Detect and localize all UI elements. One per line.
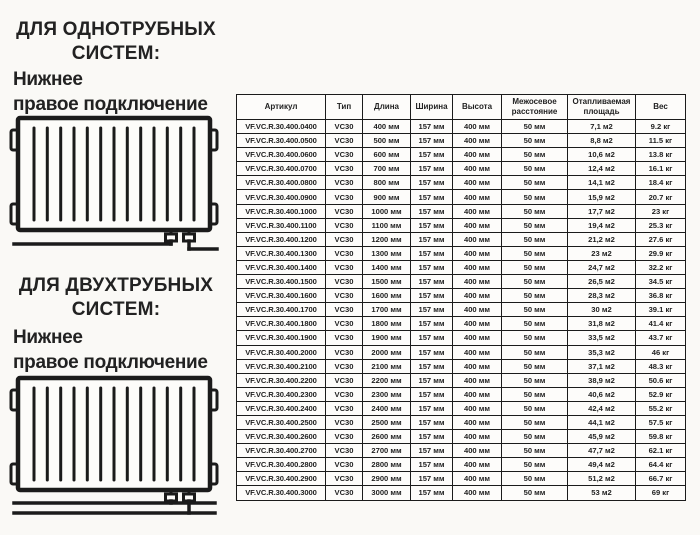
table-cell: VF.VC.R.30.400.2000	[237, 345, 326, 359]
table-cell: 46 кг	[636, 345, 686, 359]
table-cell: 50 мм	[502, 232, 568, 246]
table-cell: 157 мм	[411, 148, 453, 162]
table-cell: 24,7 м2	[568, 260, 636, 274]
table-cell: 400 мм	[453, 444, 502, 458]
table-cell: 157 мм	[411, 373, 453, 387]
column-header: Тип	[326, 95, 363, 120]
table-cell: VF.VC.R.30.400.1900	[237, 331, 326, 345]
table-cell: 23 кг	[636, 204, 686, 218]
table-cell: 19,4 м2	[568, 218, 636, 232]
connection-label-line: Нижнее	[13, 327, 83, 348]
table-cell: VF.VC.R.30.400.2900	[237, 472, 326, 486]
table-cell: 64.4 кг	[636, 458, 686, 472]
table-cell: 11.5 кг	[636, 134, 686, 148]
table-cell: 66.7 кг	[636, 472, 686, 486]
table-cell: 157 мм	[411, 176, 453, 190]
table-cell: 50 мм	[502, 260, 568, 274]
table-cell: 51,2 м2	[568, 472, 636, 486]
table-cell: VC30	[326, 176, 363, 190]
table-cell: 1500 мм	[363, 275, 411, 289]
table-cell: 1200 мм	[363, 232, 411, 246]
column-header: Межосевое расстояние	[502, 95, 568, 120]
table-cell: VF.VC.R.30.400.2600	[237, 430, 326, 444]
table-cell: 2300 мм	[363, 387, 411, 401]
table-row	[237, 204, 686, 218]
table-cell: 43.7 кг	[636, 331, 686, 345]
table-row	[237, 444, 686, 458]
radiator-two-pipe-diagram-icon	[8, 372, 222, 520]
table-cell: VF.VC.R.30.400.1300	[237, 246, 326, 260]
table-cell: 400 мм	[453, 303, 502, 317]
column-header: Отапливаемая площадь	[568, 95, 636, 120]
table-row	[237, 176, 686, 190]
table-header-row	[237, 95, 686, 120]
table-cell: VC30	[326, 373, 363, 387]
spec-table-header	[237, 95, 686, 120]
table-cell: 400 мм	[453, 190, 502, 204]
table-row	[237, 162, 686, 176]
table-cell: 2000 мм	[363, 345, 411, 359]
table-cell: 400 мм	[453, 246, 502, 260]
table-cell: VC30	[326, 218, 363, 232]
table-cell: 13.8 кг	[636, 148, 686, 162]
table-row	[237, 359, 686, 373]
table-cell: 2700 мм	[363, 444, 411, 458]
table-cell: 10,6 м2	[568, 148, 636, 162]
single-pipe-connection-label	[13, 67, 225, 117]
column-header: Вес	[636, 95, 686, 120]
table-cell: 50 мм	[502, 317, 568, 331]
table-cell: 50 мм	[502, 331, 568, 345]
table-cell: 45,9 м2	[568, 430, 636, 444]
table-cell: 50 мм	[502, 387, 568, 401]
table-row	[237, 430, 686, 444]
table-cell: 44,1 м2	[568, 415, 636, 429]
table-cell: 400 мм	[453, 401, 502, 415]
table-row	[237, 246, 686, 260]
table-cell: VF.VC.R.30.400.0800	[237, 176, 326, 190]
single-pipe-section-title	[10, 18, 222, 66]
table-cell: 157 мм	[411, 486, 453, 500]
table-row	[237, 289, 686, 303]
table-cell: 157 мм	[411, 120, 453, 134]
table-cell: 157 мм	[411, 444, 453, 458]
table-cell: 2400 мм	[363, 401, 411, 415]
table-cell: 50 мм	[502, 458, 568, 472]
table-cell: 800 мм	[363, 176, 411, 190]
table-cell: 400 мм	[363, 120, 411, 134]
table-cell: 157 мм	[411, 162, 453, 176]
table-cell: 50 мм	[502, 303, 568, 317]
table-cell: 157 мм	[411, 331, 453, 345]
table-cell: 1900 мм	[363, 331, 411, 345]
table-row	[237, 331, 686, 345]
table-cell: 21,2 м2	[568, 232, 636, 246]
table-cell: VF.VC.R.30.400.2700	[237, 444, 326, 458]
table-cell: 400 мм	[453, 486, 502, 500]
table-cell: VF.VC.R.30.400.0600	[237, 148, 326, 162]
table-cell: 400 мм	[453, 162, 502, 176]
table-cell: 50.6 кг	[636, 373, 686, 387]
column-header: Высота	[453, 95, 502, 120]
table-cell: VF.VC.R.30.400.2300	[237, 387, 326, 401]
table-cell: 50 мм	[502, 218, 568, 232]
table-cell: VC30	[326, 444, 363, 458]
table-cell: 50 мм	[502, 176, 568, 190]
table-cell: 400 мм	[453, 134, 502, 148]
table-cell: 1700 мм	[363, 303, 411, 317]
section-title-line: СИСТЕМ:	[71, 43, 161, 64]
spec-table	[236, 94, 686, 501]
table-cell: 42,4 м2	[568, 401, 636, 415]
table-row	[237, 317, 686, 331]
table-cell: 36.8 кг	[636, 289, 686, 303]
table-cell: 50 мм	[502, 289, 568, 303]
table-cell: 50 мм	[502, 275, 568, 289]
table-cell: 62.1 кг	[636, 444, 686, 458]
table-cell: VF.VC.R.30.400.1600	[237, 289, 326, 303]
table-cell: 35,3 м2	[568, 345, 636, 359]
table-cell: 3000 мм	[363, 486, 411, 500]
table-cell: 7,1 м2	[568, 120, 636, 134]
table-row	[237, 260, 686, 274]
table-row	[237, 218, 686, 232]
table-cell: 14,1 м2	[568, 176, 636, 190]
table-cell: 400 мм	[453, 148, 502, 162]
table-cell: VC30	[326, 162, 363, 176]
table-cell: 157 мм	[411, 275, 453, 289]
section-title-line: СИСТЕМ:	[71, 299, 161, 320]
table-cell: 12,4 м2	[568, 162, 636, 176]
table-cell: 400 мм	[453, 373, 502, 387]
table-cell: 157 мм	[411, 317, 453, 331]
table-cell: 157 мм	[411, 401, 453, 415]
table-cell: VF.VC.R.30.400.1800	[237, 317, 326, 331]
table-cell: 41.4 кг	[636, 317, 686, 331]
table-cell: 400 мм	[453, 458, 502, 472]
table-row	[237, 120, 686, 134]
spec-table-body	[237, 120, 686, 501]
table-cell: 157 мм	[411, 218, 453, 232]
table-cell: 50 мм	[502, 373, 568, 387]
table-cell: VC30	[326, 472, 363, 486]
table-cell: 600 мм	[363, 148, 411, 162]
table-cell: 34.5 кг	[636, 275, 686, 289]
table-cell: 157 мм	[411, 387, 453, 401]
table-cell: 50 мм	[502, 134, 568, 148]
connection-label-line: правое подключение	[13, 94, 208, 115]
table-cell: 400 мм	[453, 289, 502, 303]
table-cell: 2200 мм	[363, 373, 411, 387]
table-row	[237, 232, 686, 246]
table-cell: 400 мм	[453, 415, 502, 429]
table-cell: 400 мм	[453, 387, 502, 401]
table-cell: 1400 мм	[363, 260, 411, 274]
table-cell: VC30	[326, 387, 363, 401]
table-cell: 157 мм	[411, 472, 453, 486]
table-cell: VC30	[326, 246, 363, 260]
table-cell: 33,5 м2	[568, 331, 636, 345]
table-cell: 400 мм	[453, 345, 502, 359]
table-row	[237, 275, 686, 289]
table-cell: 400 мм	[453, 275, 502, 289]
table-cell: VC30	[326, 331, 363, 345]
table-cell: 400 мм	[453, 120, 502, 134]
table-cell: 16.1 кг	[636, 162, 686, 176]
table-cell: 50 мм	[502, 204, 568, 218]
table-cell: VF.VC.R.30.400.1700	[237, 303, 326, 317]
table-cell: 17,7 м2	[568, 204, 636, 218]
table-cell: VF.VC.R.30.400.0900	[237, 190, 326, 204]
table-cell: VF.VC.R.30.400.2200	[237, 373, 326, 387]
table-row	[237, 148, 686, 162]
table-cell: 20.7 кг	[636, 190, 686, 204]
table-cell: VC30	[326, 120, 363, 134]
table-cell: 52.9 кг	[636, 387, 686, 401]
table-cell: 25.3 кг	[636, 218, 686, 232]
table-cell: 30 м2	[568, 303, 636, 317]
table-cell: 49,4 м2	[568, 458, 636, 472]
table-cell: 50 мм	[502, 345, 568, 359]
radiator-single-pipe-diagram-icon	[8, 112, 222, 260]
table-cell: 23 м2	[568, 246, 636, 260]
table-cell: VF.VC.R.30.400.1500	[237, 275, 326, 289]
table-cell: VC30	[326, 190, 363, 204]
table-cell: 31,8 м2	[568, 317, 636, 331]
table-cell: 400 мм	[453, 260, 502, 274]
table-cell: 1800 мм	[363, 317, 411, 331]
connection-label-line: правое подключение	[13, 352, 208, 373]
table-cell: 157 мм	[411, 430, 453, 444]
table-cell: 50 мм	[502, 162, 568, 176]
table-cell: 18.4 кг	[636, 176, 686, 190]
table-cell: 47,7 м2	[568, 444, 636, 458]
table-cell: VC30	[326, 458, 363, 472]
table-cell: VC30	[326, 232, 363, 246]
table-cell: VC30	[326, 401, 363, 415]
table-cell: 157 мм	[411, 359, 453, 373]
table-cell: 40,6 м2	[568, 387, 636, 401]
table-row	[237, 303, 686, 317]
table-cell: VC30	[326, 345, 363, 359]
table-cell: 157 мм	[411, 289, 453, 303]
table-cell: VC30	[326, 148, 363, 162]
table-cell: 28,3 м2	[568, 289, 636, 303]
table-cell: 39.1 кг	[636, 303, 686, 317]
table-cell: 59.8 кг	[636, 430, 686, 444]
table-cell: 157 мм	[411, 232, 453, 246]
table-cell: VC30	[326, 260, 363, 274]
table-cell: 50 мм	[502, 359, 568, 373]
table-cell: 38,9 м2	[568, 373, 636, 387]
table-cell: 157 мм	[411, 190, 453, 204]
table-cell: VC30	[326, 303, 363, 317]
table-cell: 157 мм	[411, 458, 453, 472]
table-cell: 37,1 м2	[568, 359, 636, 373]
table-cell: 1600 мм	[363, 289, 411, 303]
table-cell: 32.2 кг	[636, 260, 686, 274]
table-cell: 900 мм	[363, 190, 411, 204]
table-cell: 400 мм	[453, 430, 502, 444]
table-row	[237, 458, 686, 472]
table-cell: 157 мм	[411, 415, 453, 429]
table-cell: 157 мм	[411, 204, 453, 218]
table-cell: VF.VC.R.30.400.0500	[237, 134, 326, 148]
table-cell: 1300 мм	[363, 246, 411, 260]
table-cell: VF.VC.R.30.400.1200	[237, 232, 326, 246]
table-cell: 2500 мм	[363, 415, 411, 429]
table-row	[237, 190, 686, 204]
table-cell: VF.VC.R.30.400.2100	[237, 359, 326, 373]
table-cell: 2600 мм	[363, 430, 411, 444]
table-cell: 157 мм	[411, 345, 453, 359]
table-cell: 50 мм	[502, 246, 568, 260]
table-cell: VC30	[326, 486, 363, 500]
section-title-line: ДЛЯ ДВУХТРУБНЫХ	[18, 275, 214, 296]
table-cell: 2900 мм	[363, 472, 411, 486]
column-header: Артикул	[237, 95, 326, 120]
table-cell: VF.VC.R.30.400.0700	[237, 162, 326, 176]
table-cell: 50 мм	[502, 190, 568, 204]
table-cell: 400 мм	[453, 472, 502, 486]
table-cell: 2100 мм	[363, 359, 411, 373]
two-pipe-connection-label	[13, 325, 225, 375]
table-cell: 157 мм	[411, 134, 453, 148]
table-cell: 69 кг	[636, 486, 686, 500]
column-header: Длина	[363, 95, 411, 120]
table-cell: VC30	[326, 289, 363, 303]
table-row	[237, 134, 686, 148]
table-cell: 50 мм	[502, 444, 568, 458]
table-cell: 53 м2	[568, 486, 636, 500]
table-cell: 8,8 м2	[568, 134, 636, 148]
table-cell: 50 мм	[502, 148, 568, 162]
table-cell: VF.VC.R.30.400.2400	[237, 401, 326, 415]
connection-label-line: Нижнее	[13, 69, 83, 90]
table-cell: 400 мм	[453, 317, 502, 331]
table-cell: 400 мм	[453, 359, 502, 373]
table-cell: VF.VC.R.30.400.2800	[237, 458, 326, 472]
table-cell: VC30	[326, 317, 363, 331]
table-cell: 157 мм	[411, 260, 453, 274]
table-cell: 400 мм	[453, 176, 502, 190]
table-cell: VC30	[326, 415, 363, 429]
table-cell: 157 мм	[411, 246, 453, 260]
table-cell: 48.3 кг	[636, 359, 686, 373]
two-pipe-section-title	[10, 274, 222, 322]
table-cell: VF.VC.R.30.400.1100	[237, 218, 326, 232]
table-cell: VF.VC.R.30.400.3000	[237, 486, 326, 500]
table-cell: 27.6 кг	[636, 232, 686, 246]
table-row	[237, 472, 686, 486]
table-cell: 157 мм	[411, 303, 453, 317]
table-cell: 9.2 кг	[636, 120, 686, 134]
section-title-line: ДЛЯ ОДНОТРУБНЫХ	[16, 19, 216, 40]
table-row	[237, 345, 686, 359]
table-cell: VC30	[326, 134, 363, 148]
table-cell: VF.VC.R.30.400.2500	[237, 415, 326, 429]
table-cell: 50 мм	[502, 415, 568, 429]
table-cell: 50 мм	[502, 430, 568, 444]
table-row	[237, 415, 686, 429]
table-cell: 400 мм	[453, 232, 502, 246]
table-cell: VF.VC.R.30.400.1000	[237, 204, 326, 218]
table-row	[237, 401, 686, 415]
table-cell: 500 мм	[363, 134, 411, 148]
table-row	[237, 387, 686, 401]
table-cell: 1100 мм	[363, 218, 411, 232]
table-cell: 50 мм	[502, 472, 568, 486]
table-row	[237, 373, 686, 387]
column-header: Ширина	[411, 95, 453, 120]
table-cell: 400 мм	[453, 204, 502, 218]
table-cell: 1000 мм	[363, 204, 411, 218]
table-cell: 15,9 м2	[568, 190, 636, 204]
table-cell: 57.5 кг	[636, 415, 686, 429]
table-cell: VC30	[326, 359, 363, 373]
table-cell: 26,5 м2	[568, 275, 636, 289]
table-cell: 400 мм	[453, 218, 502, 232]
table-cell: 50 мм	[502, 120, 568, 134]
table-cell: 400 мм	[453, 331, 502, 345]
table-cell: 2800 мм	[363, 458, 411, 472]
table-cell: VC30	[326, 430, 363, 444]
table-cell: 700 мм	[363, 162, 411, 176]
table-cell: 50 мм	[502, 486, 568, 500]
table-row	[237, 486, 686, 500]
table-cell: VC30	[326, 204, 363, 218]
table-cell: 29.9 кг	[636, 246, 686, 260]
table-cell: VF.VC.R.30.400.1400	[237, 260, 326, 274]
table-cell: VF.VC.R.30.400.0400	[237, 120, 326, 134]
table-cell: 55.2 кг	[636, 401, 686, 415]
table-cell: 50 мм	[502, 401, 568, 415]
table-cell: VC30	[326, 275, 363, 289]
